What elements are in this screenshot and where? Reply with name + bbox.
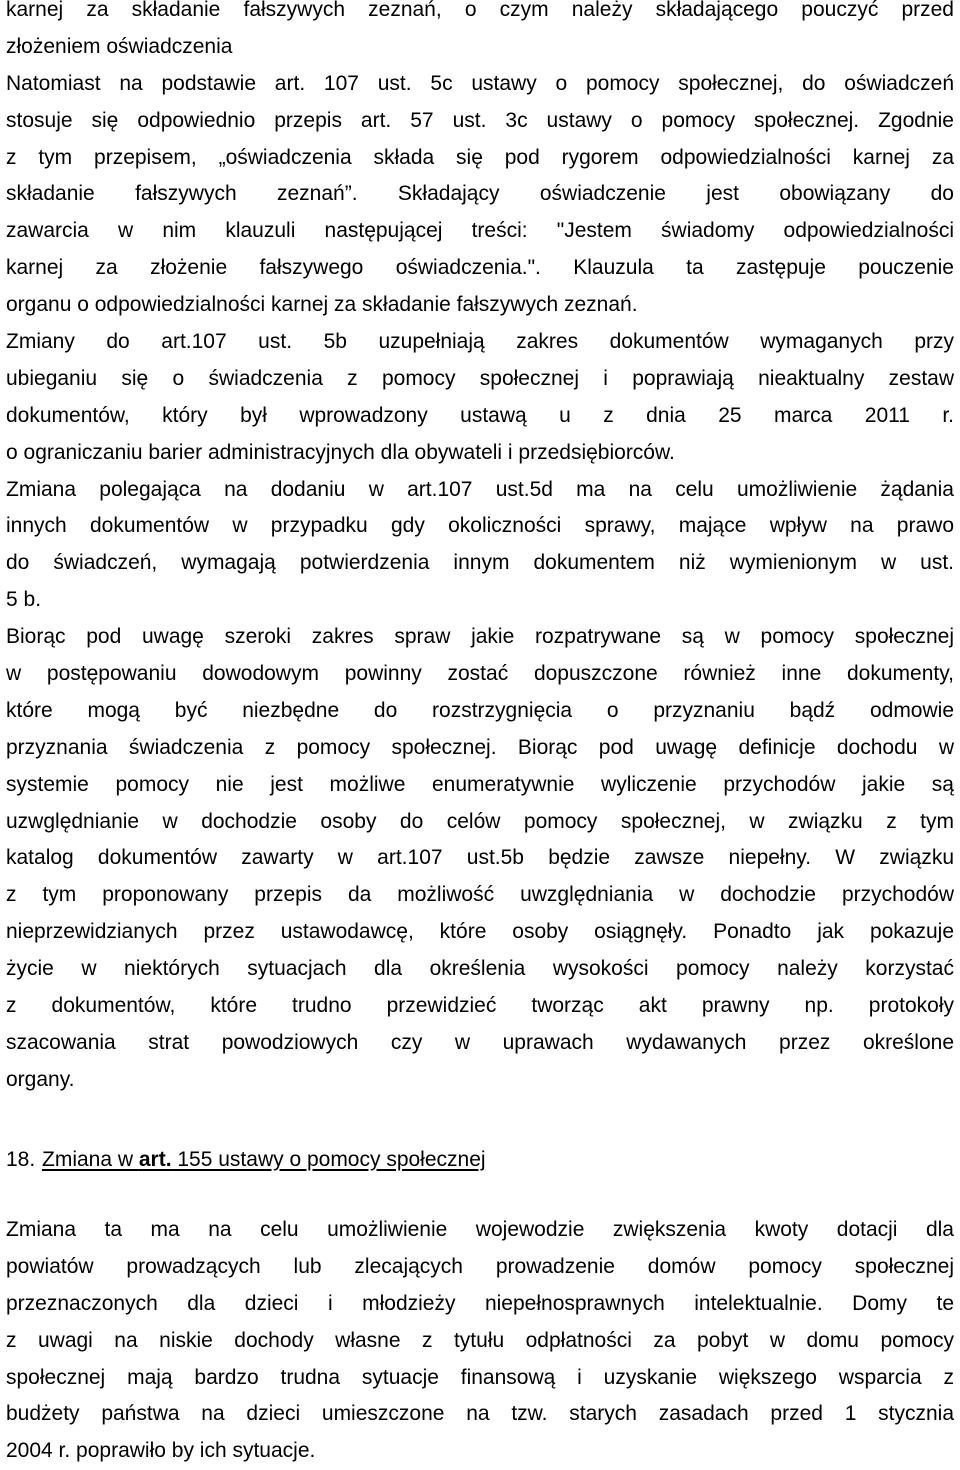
text-line: zawarcia w nim klauzuli następującej treści: "Jestem świadomy odpowiedzialności — [6, 219, 954, 243]
heading-text-after: 155 ustawy o pomocy społecznej — [171, 1148, 486, 1171]
text-line: organu o odpowiedzialności karnej za składanie fałszywych zeznań. — [6, 293, 638, 317]
text-line: nieprzewidzianych przez ustawodawcę, które osoby osiągnęły. Ponadto jak pokazuje — [6, 920, 954, 944]
text-line: społecznej mają bardzo trudna sytuacje finansową i uzyskanie większego wsparcia z — [6, 1365, 954, 1389]
text-line: do świadczeń, wymagają potwierdzenia innym dokumentem niż wymienionym w ust. — [6, 551, 954, 575]
text-line: Biorąc pod uwagę szeroki zakres spraw jakie rozpatrywane są w pomocy społecznej — [6, 625, 954, 649]
text-line: budżety państwa na dzieci umieszczone na tzw. starych zasadach przed 1 stycznia — [6, 1402, 954, 1426]
text-line: w postępowaniu dowodowym powinny zostać dopuszczone również inne dokumenty, — [6, 662, 954, 686]
heading-text-bold: art. — [138, 1148, 172, 1171]
text-line: składanie fałszywych zeznań”. Składający oświadczenie jest obowiązany do — [6, 182, 954, 206]
text-line: przeznaczonych dla dzieci i młodzieży niepełnosprawnych intelektualnie. Domy te — [6, 1291, 954, 1315]
text-line: ubieganiu się o świadczenia z pomocy społecznej i poprawiają nieaktualny zestaw — [6, 366, 954, 390]
text-line: 2004 r. poprawiło by ich sytuacje. — [6, 1439, 316, 1463]
text-line: Natomiast na podstawie art. 107 ust. 5c ustawy o pomocy społecznej, do oświadczeń — [6, 71, 954, 95]
paragraph-art-107 — [6, 0, 954, 1099]
text-line: z dokumentów, które trudno przewidzieć tworząc akt prawny np. protokoły — [6, 994, 954, 1018]
text-line: życie w niektórych sytuacjach dla określenia wysokości pomocy należy korzystać — [6, 957, 954, 981]
text-line: które mogą być niezbędne do rozstrzygnięcia o przyznaniu bądź odmowie — [6, 698, 954, 722]
text-line: z uwagi na niskie dochody własne z tytułu odpłatności za pobyt w domu pomocy — [6, 1328, 954, 1352]
text-line: karnej za złożenie fałszywego oświadczenia.". Klauzula ta zastępuje pouczenie — [6, 256, 954, 280]
text-line: uzwględnianie w dochodzie osoby do celów pomocy społecznej, w związku z tym — [6, 809, 954, 833]
text-line: z tym przepisem, „oświadczenia składa się pod rygorem odpowiedzialności karnej za — [6, 145, 954, 169]
text-line: złożeniem oświadczenia — [6, 34, 233, 58]
paragraph-art-155 — [6, 1212, 954, 1470]
text-line: 5 b. — [6, 588, 42, 612]
text-line: systemie pomocy nie jest możliwe enumeratywnie wyliczenie przychodów jakie są — [6, 772, 954, 796]
text-line: powiatów prowadzących lub zlecających prowadzenie domów pomocy społecznej — [6, 1254, 954, 1278]
text-line: stosuje się odpowiednio przepis art. 57 ust. 3c ustawy o pomocy społecznej. Zgodnie — [6, 108, 954, 132]
text-line: organy. — [6, 1067, 75, 1091]
text-line: przyznania świadczenia z pomocy społecznej. Biorąc pod uwagę definicje dochodu w — [6, 735, 954, 759]
section-number: 18. — [6, 1148, 36, 1171]
text-line: dokumentów, który był wprowadzony ustawą u z dnia 25 marca 2011 r. — [6, 403, 954, 427]
text-line: katalog dokumentów zawarty w art.107 ust.5b będzie zawsze niepełny. W związku — [6, 846, 954, 870]
text-line: Zmiana ta ma na celu umożliwienie wojewodzie zwiększenia kwoty dotacji dla — [6, 1218, 954, 1241]
text-line: Zmiana polegająca na dodaniu w art.107 ust.5d ma na celu umożliwienie żądania — [6, 477, 954, 501]
text-line: z tym proponowany przepis da możliwość uwzględniania w dochodzie przychodów — [6, 883, 954, 907]
heading-title — [42, 1148, 486, 1171]
text-line: o ograniczaniu barier administracyjnych dla obywateli i przedsiębiorców. — [6, 440, 675, 464]
heading-text-before: Zmiana w — [42, 1148, 139, 1171]
section-heading — [6, 1142, 954, 1179]
text-line: szacowania strat powodziowych czy w uprawach wydawanych przez określone — [6, 1030, 954, 1054]
text-line: karnej za składanie fałszywych zeznań, o czym należy składającego pouczyć przed — [6, 0, 954, 21]
heading-line — [6, 1142, 954, 1179]
text-line: Zmiany do art.107 ust. 5b uzupełniają zakres dokumentów wymaganych przy — [6, 330, 954, 354]
text-line: innych dokumentów w przypadku gdy okoliczności sprawy, mające wpływ na prawo — [6, 514, 954, 538]
